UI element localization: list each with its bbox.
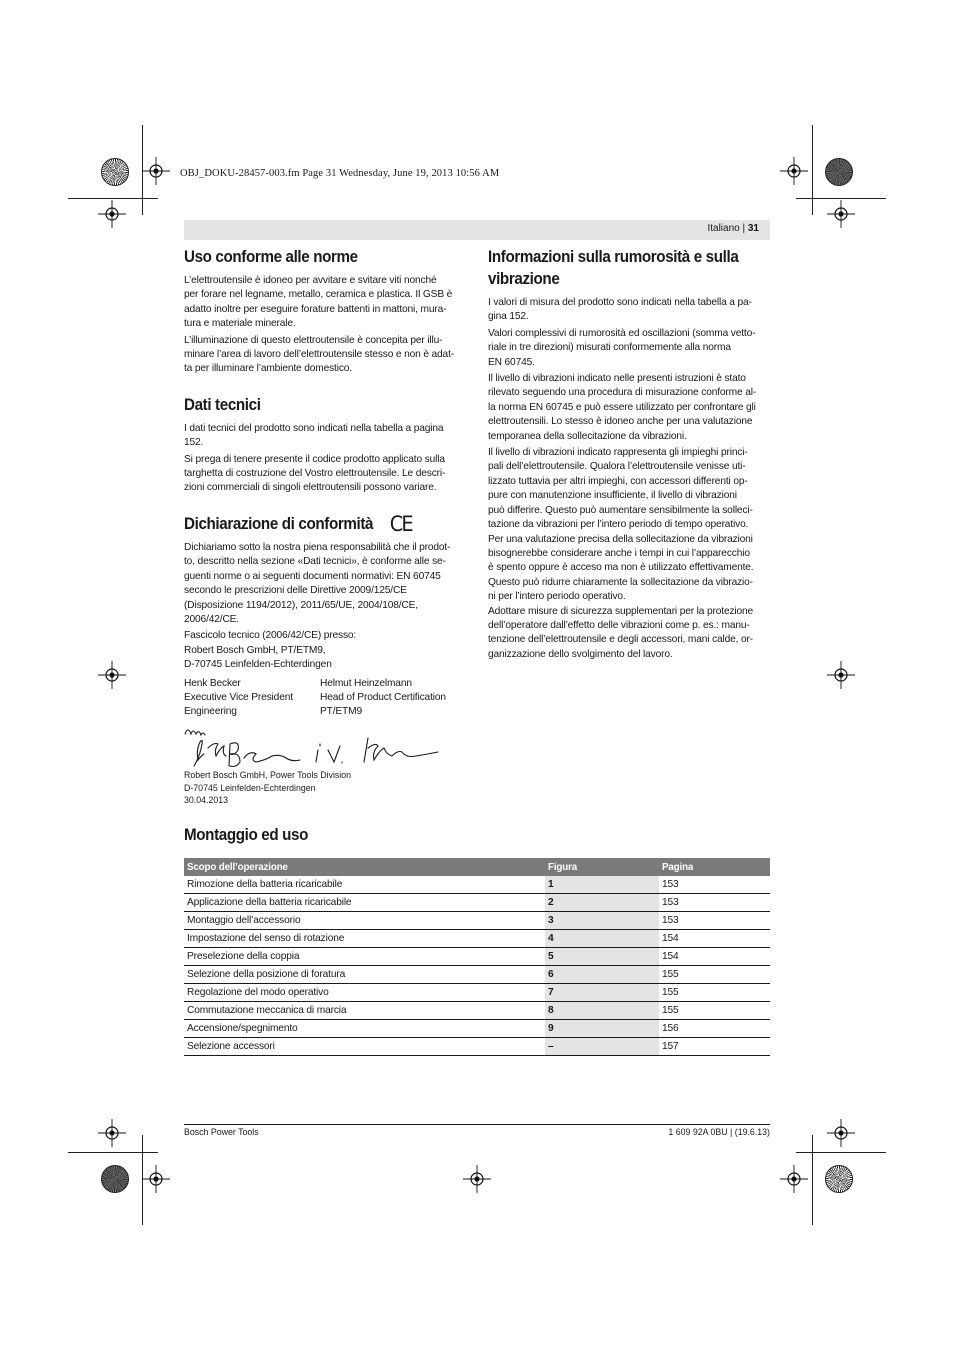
table-row	[184, 912, 770, 930]
footer-brand: Bosch Power Tools	[184, 1127, 259, 1137]
page-header	[184, 220, 770, 240]
section-title-rumorosita	[488, 246, 748, 290]
text-line: ganizzazione dello svolgimento del lavoro.	[488, 648, 673, 660]
paragraph	[488, 327, 771, 370]
figure-cell: 9	[545, 1020, 659, 1038]
section-title-text: Dichiarazione di conformità	[184, 514, 374, 533]
color-rosette-icon	[825, 158, 853, 186]
registration-mark-icon	[142, 1165, 170, 1193]
section-title-montaggio: Montaggio ed uso	[184, 826, 308, 844]
table-row	[184, 1002, 770, 1020]
operation-cell: Selezione della posizione di foratura	[184, 966, 545, 984]
text-line: per forare nel legname, metallo, ceramica e plastica. Il GSB è	[184, 289, 453, 301]
crop-mark	[796, 198, 886, 199]
paragraph	[488, 605, 771, 663]
text-line: Informazioni sulla rumorosità e sulla	[488, 248, 739, 266]
text-line: Il livello di vibrazioni indicato nelle presenti istruzioni è stato	[488, 373, 746, 385]
signatory-1	[184, 677, 320, 720]
table-row	[184, 948, 770, 966]
text-line: Fascicolo tecnico (2006/42/CE) presso:	[184, 630, 357, 642]
ce-mark-icon: CE	[389, 511, 412, 536]
figure-cell: 5	[545, 948, 659, 966]
crop-mark	[68, 1152, 158, 1153]
text-line: tenzione dell’elettroutensile e degli accessori, mani calde, or-	[488, 634, 754, 646]
page-cell: 153	[659, 894, 770, 912]
registration-mark-icon	[780, 157, 808, 185]
registration-mark-icon	[780, 1165, 808, 1193]
registration-mark-icon	[827, 200, 855, 228]
column-header-figure: Figura	[545, 858, 659, 876]
page-cell: 156	[659, 1020, 770, 1038]
page-cell: 153	[659, 912, 770, 930]
text-line: la norma EN 60745 e può essere utilizzato per confrontare gli	[488, 401, 756, 413]
crop-mark	[812, 1135, 813, 1225]
text-line: riale in tre direzioni) misurati conformemente alla norma	[488, 342, 731, 354]
text-line: Dichiariamo sotto la nostra piena responsabilità che il prodot-	[184, 541, 451, 553]
page-cell: 155	[659, 966, 770, 984]
registration-mark-icon	[142, 157, 170, 185]
text-line: pure con manutenzione insufficiente, il livello di vibrazioni	[488, 490, 737, 502]
text-line: Helmut Heinzelmann	[320, 677, 412, 689]
operations-table	[184, 858, 770, 1056]
page-cell: 155	[659, 1002, 770, 1020]
registration-mark-icon	[98, 1119, 126, 1147]
header-language: Italiano	[707, 223, 740, 234]
figure-cell: 4	[545, 930, 659, 948]
text-line: D-70745 Leinfelden-Echterdingen	[184, 782, 316, 793]
header-label: Italiano | 31	[707, 223, 759, 234]
paragraph	[488, 372, 771, 444]
text-line: guenti norme o ai seguenti documenti normativi: EN 60745	[184, 570, 441, 582]
text-line: è spento oppure è acceso ma non è utilizzato effettivamente.	[488, 562, 754, 574]
color-rosette-icon	[101, 158, 129, 186]
figure-cell: 2	[545, 894, 659, 912]
table-row	[184, 984, 770, 1002]
text-line: L’elettroutensile è idoneo per avvitare e svitare viti nonché	[184, 275, 437, 286]
text-line: targhetta di costruzione del Vostro elettroutensile. Le descri-	[184, 468, 446, 480]
text-line: bisognerebbe considerare anche i tempi in cui l’apparecchio	[488, 547, 750, 559]
text-line: Per una valutazione precisa della sollecitazione da vibrazioni	[488, 533, 753, 545]
text-line: 2006/42/CE.	[184, 613, 239, 625]
paragraph	[488, 446, 771, 604]
text-line: Robert Bosch GmbH, Power Tools Division	[184, 770, 352, 780]
text-line: dell’operatore dall’effetto delle vibrazioni come p. es.: manu-	[488, 619, 750, 631]
paragraph	[184, 541, 468, 627]
operation-cell: Accensione/spegnimento	[184, 1020, 545, 1038]
text-line: I dati tecnici del prodotto sono indicati nella tabella a pagina	[184, 422, 444, 434]
registration-mark-icon	[98, 661, 126, 689]
crop-mark	[68, 198, 158, 199]
file-slug: OBJ_DOKU-28457-003.fm Page 31 Wednesday, June 19, 2013 10:56 AM	[180, 168, 500, 179]
table-header-row	[184, 858, 770, 876]
text-line: I valori di misura del prodotto sono indicati nella tabella a pa-	[488, 297, 752, 308]
page-cell: 154	[659, 930, 770, 948]
section-title-dati: Dati tecnici	[184, 395, 261, 414]
page-cell: 157	[659, 1038, 770, 1056]
color-rosette-icon	[101, 1165, 129, 1193]
operation-cell: Applicazione della batteria ricaricabile	[184, 894, 545, 912]
text-line: temporanea della sollecitazione da vibrazioni.	[488, 430, 687, 442]
table-row	[184, 966, 770, 984]
text-line: pali dell’elettroutensile. Qualora l’elettroutensile venisse uti-	[488, 461, 746, 473]
table-row	[184, 1020, 770, 1038]
text-line: (Disposizione 1194/2012), 2011/65/UE, 2004/108/CE,	[184, 599, 418, 611]
text-line: lizzato tuttavia per altri impieghi, con accessori differenti op-	[488, 475, 748, 487]
table-row	[184, 876, 770, 894]
text-line: ni per l’intero periodo operativo.	[488, 591, 626, 603]
text-line: Adottare misure di sicurezza supplementari per la protezione	[488, 605, 754, 617]
paragraph	[184, 274, 468, 332]
right-column	[488, 246, 771, 664]
signatories	[184, 677, 468, 720]
operation-cell: Preselezione della coppia	[184, 948, 545, 966]
operation-cell: Selezione accessori	[184, 1038, 545, 1056]
text-line: Il livello di vibrazioni indicato rappresenta gli impieghi princi-	[488, 447, 748, 459]
operation-cell: Impostazione del senso di rotazione	[184, 930, 545, 948]
text-line: Valori complessivi di rumorosità ed oscillazioni (somma vetto-	[488, 327, 756, 339]
paragraph	[488, 296, 771, 325]
text-line: Executive Vice President	[184, 691, 293, 703]
crop-mark	[796, 1152, 886, 1153]
left-column	[184, 246, 468, 720]
text-line: Robert Bosch GmbH, PT/ETM9,	[184, 644, 326, 656]
text-line: PT/ETM9	[320, 706, 362, 718]
operation-cell: Commutazione meccanica di marcia	[184, 1002, 545, 1020]
footer-rule	[184, 1124, 770, 1125]
crop-mark	[812, 125, 813, 215]
text-line: Henk Becker	[184, 677, 241, 689]
color-rosette-icon	[825, 1165, 853, 1193]
figure-cell: 3	[545, 912, 659, 930]
signature-footer	[184, 769, 351, 807]
text-line: secondo le prescrizioni delle Direttive 2009/125/CE	[184, 585, 407, 597]
table-row	[184, 1038, 770, 1056]
handwritten-signatures	[180, 722, 460, 770]
page-cell: 154	[659, 948, 770, 966]
signatory-2	[320, 677, 456, 720]
operation-cell: Rimozione della batteria ricaricabile	[184, 876, 545, 894]
section-title-dichiarazione	[184, 513, 445, 535]
text-line: vibrazione	[488, 270, 560, 288]
operation-cell: Regolazione del modo operativo	[184, 984, 545, 1002]
section-title-uso: Uso conforme alle norme	[184, 248, 358, 266]
text-line: adatto inoltre per eseguire forature battenti in mattoni, mura-	[184, 303, 447, 315]
page-cell: 153	[659, 876, 770, 894]
text-line: 152.	[184, 437, 204, 449]
figure-cell: 8	[545, 1002, 659, 1020]
registration-mark-icon	[98, 200, 126, 228]
figure-cell: –	[545, 1038, 659, 1056]
column-header-page: Pagina	[659, 858, 770, 876]
text-line: EN 60745.	[488, 356, 535, 368]
text-line: minare l’area di lavoro dell’elettroutensile stesso e non è adat-	[184, 349, 454, 361]
text-line: zioni commerciali di singoli elettroutensili possono variare.	[184, 482, 437, 494]
text-line: tazione da vibrazioni per l’intero periodo di tempo operativo.	[488, 519, 749, 531]
paragraph	[184, 422, 468, 451]
figure-cell: 1	[545, 876, 659, 894]
registration-mark-icon	[827, 661, 855, 689]
text-line: tura e materiale minerale.	[184, 318, 296, 330]
text-line: può differire. Questo può aumentare sensibilmente la solleci-	[488, 504, 753, 516]
text-line: Head of Product Certification	[320, 691, 446, 703]
text-line: Engineering	[184, 706, 237, 718]
registration-mark-icon	[463, 1165, 491, 1193]
table-body	[184, 876, 770, 1056]
paragraph	[184, 334, 468, 377]
page-cell: 155	[659, 984, 770, 1002]
text-line: rilevato seguendo una procedura di misurazione conforme al-	[488, 387, 757, 399]
text-line: elettroutensili. Lo stesso è idoneo anche per una valutazione	[488, 416, 753, 428]
paragraph	[184, 453, 468, 496]
page-number: 31	[747, 223, 759, 234]
column-header-operation: Scopo dell’operazione	[184, 858, 545, 876]
registration-mark-icon	[827, 1119, 855, 1147]
text-line: 30.04.2013	[184, 795, 229, 805]
text-line: Questo può ridurre chiaramente la sollecitazione da vibrazio-	[488, 576, 753, 588]
text-line: to, descritto nella sezione «Dati tecnici», è conforme alle se-	[184, 556, 446, 568]
paragraph	[184, 629, 468, 672]
text-line: ta per illuminare l’ambiente domestico.	[184, 363, 352, 375]
table-row	[184, 930, 770, 948]
table-row	[184, 894, 770, 912]
footer-doc-code: 1 609 92A 0BU | (19.6.13)	[668, 1127, 770, 1137]
figure-cell: 7	[545, 984, 659, 1002]
text-line: L’illuminazione di questo elettroutensile è concepita per illu-	[184, 334, 443, 346]
text-line: Si prega di tenere presente il codice prodotto applicato sulla	[184, 453, 445, 465]
operation-cell: Montaggio dell’accessorio	[184, 912, 545, 930]
text-line: D-70745 Leinfelden-Echterdingen	[184, 659, 332, 671]
figure-cell: 6	[545, 966, 659, 984]
text-line: gina 152.	[488, 311, 529, 323]
